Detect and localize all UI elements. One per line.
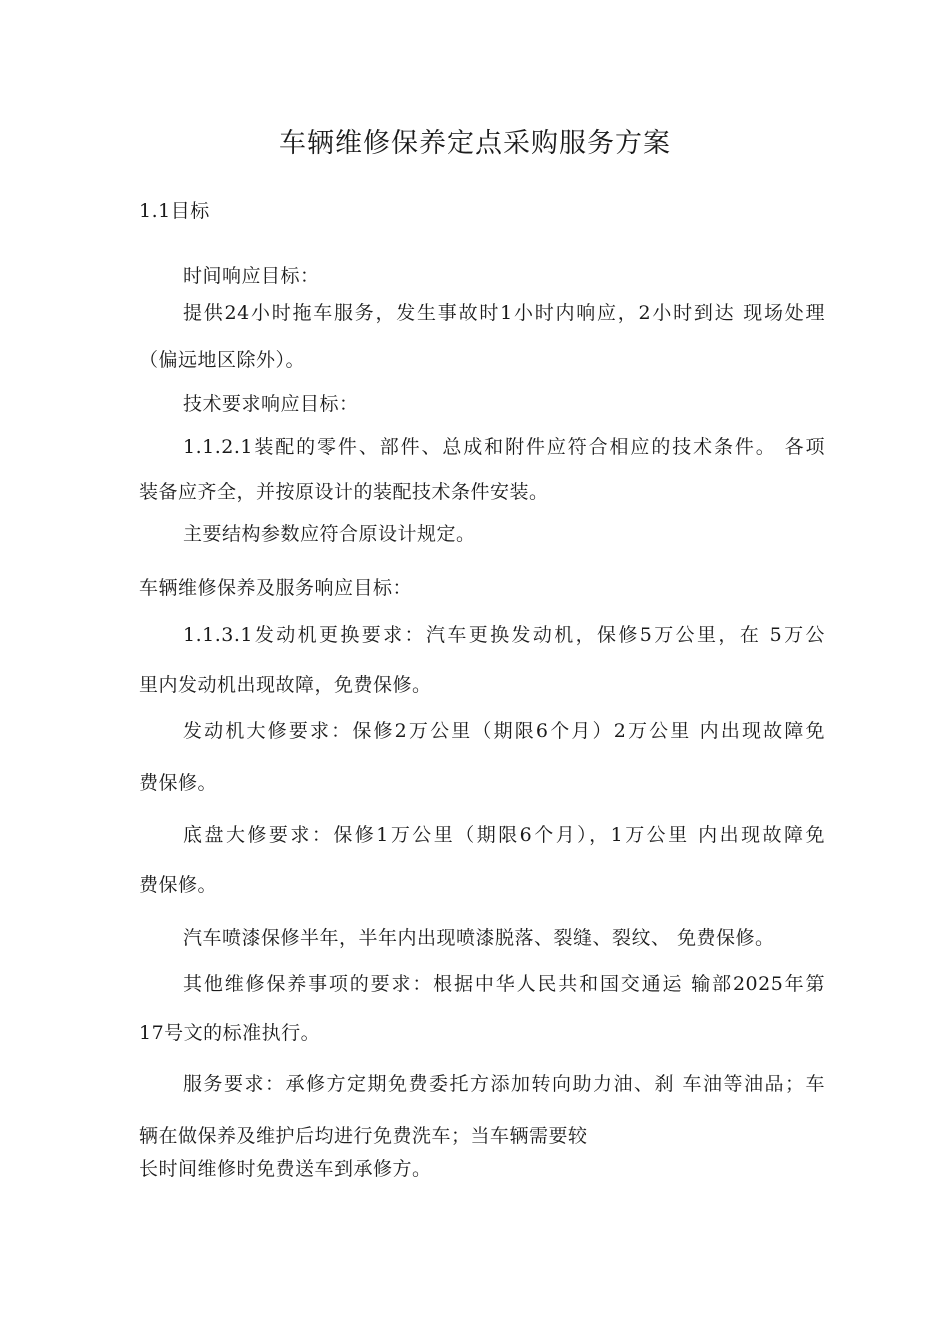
paragraph-line: 主要结构参数应符合原设计规定。 <box>183 523 476 545</box>
paragraph-line: 装备应齐全，并按原设计的装配技术条件安装。 <box>139 481 549 503</box>
paragraph-line: 提供24小时拖车服务，发生事故时1小时内响应，2小时到达 现场处理 <box>183 302 825 324</box>
paragraph-line: 费保修。 <box>139 772 218 794</box>
document-title: 车辆维修保养定点采购服务方案 <box>279 128 671 159</box>
paragraph-line: 辆在做保养及维护后均进行免费洗车；当车辆需要较 <box>139 1125 588 1147</box>
paragraph-line: 汽车喷漆保修半年，半年内出现喷漆脱落、裂缝、裂纹、 免费保修。 <box>183 927 775 949</box>
paragraph-line: 时间响应目标： <box>183 265 320 287</box>
paragraph-line: 底盘大修要求：保修1万公里（期限6个月），1万公里 内出现故障免 <box>183 824 825 846</box>
paragraph-line: 1.1.2.1装配的零件、部件、总成和附件应符合相应的技术条件。 各项 <box>183 436 825 458</box>
paragraph-line: 里内发动机出现故障，免费保修。 <box>139 674 432 696</box>
paragraph-line: 服务要求：承修方定期免费委托方添加转向助力油、刹 车油等油品；车 <box>183 1073 825 1095</box>
paragraph-line: 长时间维修时免费送车到承修方。 <box>139 1158 432 1180</box>
paragraph-line: 其他维修保养事项的要求：根据中华人民共和国交通运 输部2025年第 <box>183 973 825 995</box>
paragraph-line: （偏远地区除外）。 <box>139 349 306 371</box>
paragraph-line: 1.1.3.1发动机更换要求：汽车更换发动机，保修5万公里，在 5万公 <box>183 624 825 646</box>
paragraph-line: 技术要求响应目标： <box>183 393 359 415</box>
paragraph-line: 17号文的标准执行。 <box>139 1022 321 1044</box>
paragraph-line: 费保修。 <box>139 874 218 896</box>
paragraph-line: 车辆维修保养及服务响应目标： <box>139 577 413 599</box>
paragraph-line: 发动机大修要求：保修2万公里（期限6个月）2万公里 内出现故障免 <box>183 720 825 742</box>
section-heading: 1.1目标 <box>139 200 210 222</box>
